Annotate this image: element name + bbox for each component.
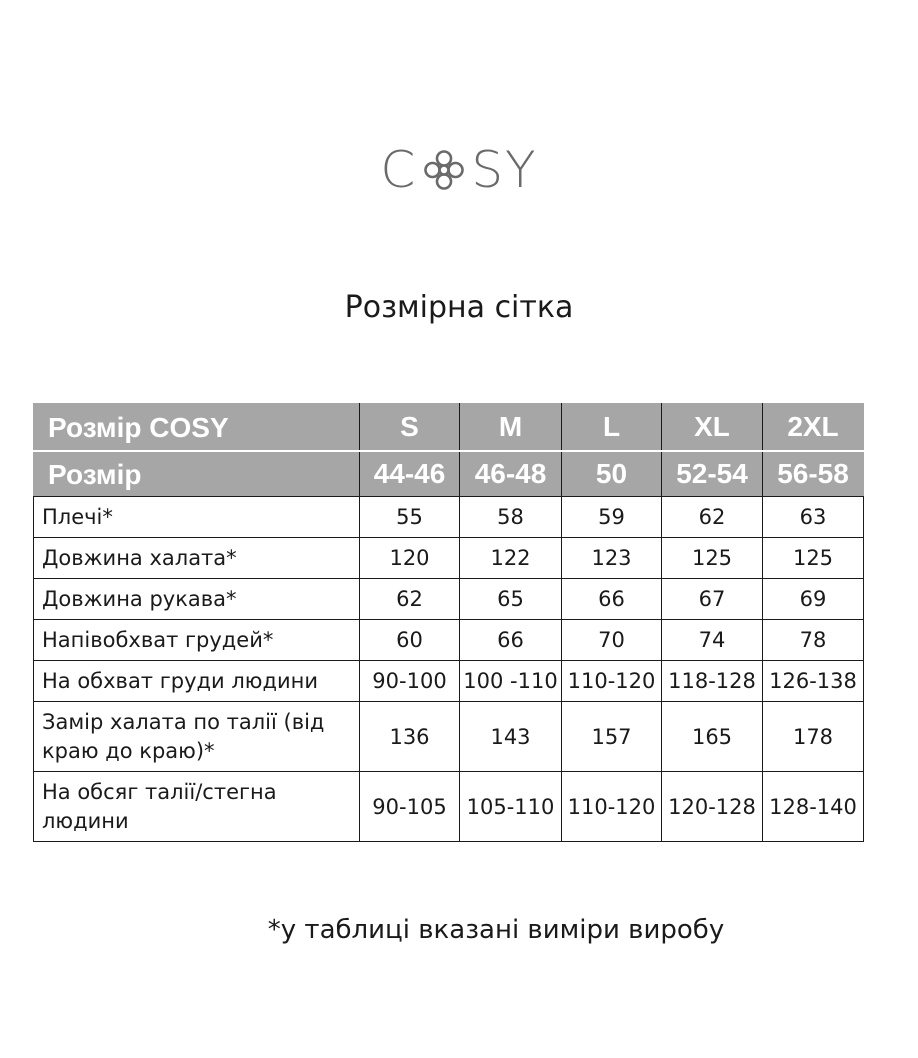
table-row bbox=[34, 661, 864, 702]
footnote: *у таблиці вказані виміри виробу bbox=[267, 915, 725, 945]
table-row bbox=[34, 538, 864, 579]
table-cell: 123 bbox=[562, 538, 662, 579]
table-cell: 60 bbox=[360, 620, 460, 661]
header-row-sizes bbox=[34, 404, 864, 452]
table-row bbox=[34, 497, 864, 538]
header-cell: 50 bbox=[562, 451, 662, 497]
row-label: На обхват груди людини bbox=[34, 661, 360, 702]
table-cell: 63 bbox=[763, 497, 864, 538]
row-label: Плечі* bbox=[34, 497, 360, 538]
table-cell: 62 bbox=[662, 497, 763, 538]
table-cell: 66 bbox=[562, 579, 662, 620]
table-cell: 90-105 bbox=[360, 772, 460, 842]
header-cell: 52-54 bbox=[662, 451, 763, 497]
table-cell: 55 bbox=[360, 497, 460, 538]
header-cell: 2XL bbox=[763, 404, 864, 452]
row-label: Замір халата по талії (від краю до краю)* bbox=[34, 702, 360, 772]
header-label-size: Розмір bbox=[34, 451, 360, 497]
table-cell: 90-100 bbox=[360, 661, 460, 702]
row-label: Довжина халата* bbox=[34, 538, 360, 579]
header-cell: M bbox=[460, 404, 562, 452]
table-cell: 58 bbox=[460, 497, 562, 538]
table-row bbox=[34, 579, 864, 620]
table-cell: 120 bbox=[360, 538, 460, 579]
table-cell: 178 bbox=[763, 702, 864, 772]
header-cell: 56-58 bbox=[763, 451, 864, 497]
header-cell: XL bbox=[662, 404, 763, 452]
size-table bbox=[33, 403, 864, 842]
flower-icon bbox=[419, 145, 469, 195]
table-cell: 128-140 bbox=[763, 772, 864, 842]
table-cell: 62 bbox=[360, 579, 460, 620]
table-cell: 59 bbox=[562, 497, 662, 538]
table-cell: 67 bbox=[662, 579, 763, 620]
table-cell: 136 bbox=[360, 702, 460, 772]
table-cell: 165 bbox=[662, 702, 763, 772]
table-cell: 65 bbox=[460, 579, 562, 620]
table-row bbox=[34, 620, 864, 661]
logo-text-left: C bbox=[380, 141, 418, 199]
table-cell: 105-110 bbox=[460, 772, 562, 842]
table-cell: 126-138 bbox=[763, 661, 864, 702]
table-cell: 143 bbox=[460, 702, 562, 772]
table-cell: 69 bbox=[763, 579, 864, 620]
header-label-cosy: Розмір COSY bbox=[34, 404, 360, 452]
table-cell: 70 bbox=[562, 620, 662, 661]
table-cell: 125 bbox=[662, 538, 763, 579]
table-cell: 118-128 bbox=[662, 661, 763, 702]
header-row-numeric bbox=[34, 451, 864, 497]
table-cell: 110-120 bbox=[562, 772, 662, 842]
table-cell: 120-128 bbox=[662, 772, 763, 842]
header-cell: 44-46 bbox=[360, 451, 460, 497]
table-row bbox=[34, 702, 864, 772]
table-cell: 100 -110 bbox=[460, 661, 562, 702]
row-label: На обсяг талії/стегна людини bbox=[34, 772, 360, 842]
table-cell: 74 bbox=[662, 620, 763, 661]
logo-text-right: SY bbox=[471, 141, 538, 199]
brand-logo bbox=[0, 140, 918, 200]
table-cell: 125 bbox=[763, 538, 864, 579]
header-cell: L bbox=[562, 404, 662, 452]
table-row bbox=[34, 772, 864, 842]
table-cell: 66 bbox=[460, 620, 562, 661]
header-cell: S bbox=[360, 404, 460, 452]
row-label: Напівобхват грудей* bbox=[34, 620, 360, 661]
table-cell: 110-120 bbox=[562, 661, 662, 702]
table-cell: 122 bbox=[460, 538, 562, 579]
page-title: Розмірна сітка bbox=[344, 290, 574, 325]
header-cell: 46-48 bbox=[460, 451, 562, 497]
table-cell: 78 bbox=[763, 620, 864, 661]
row-label: Довжина рукава* bbox=[34, 579, 360, 620]
table-cell: 157 bbox=[562, 702, 662, 772]
